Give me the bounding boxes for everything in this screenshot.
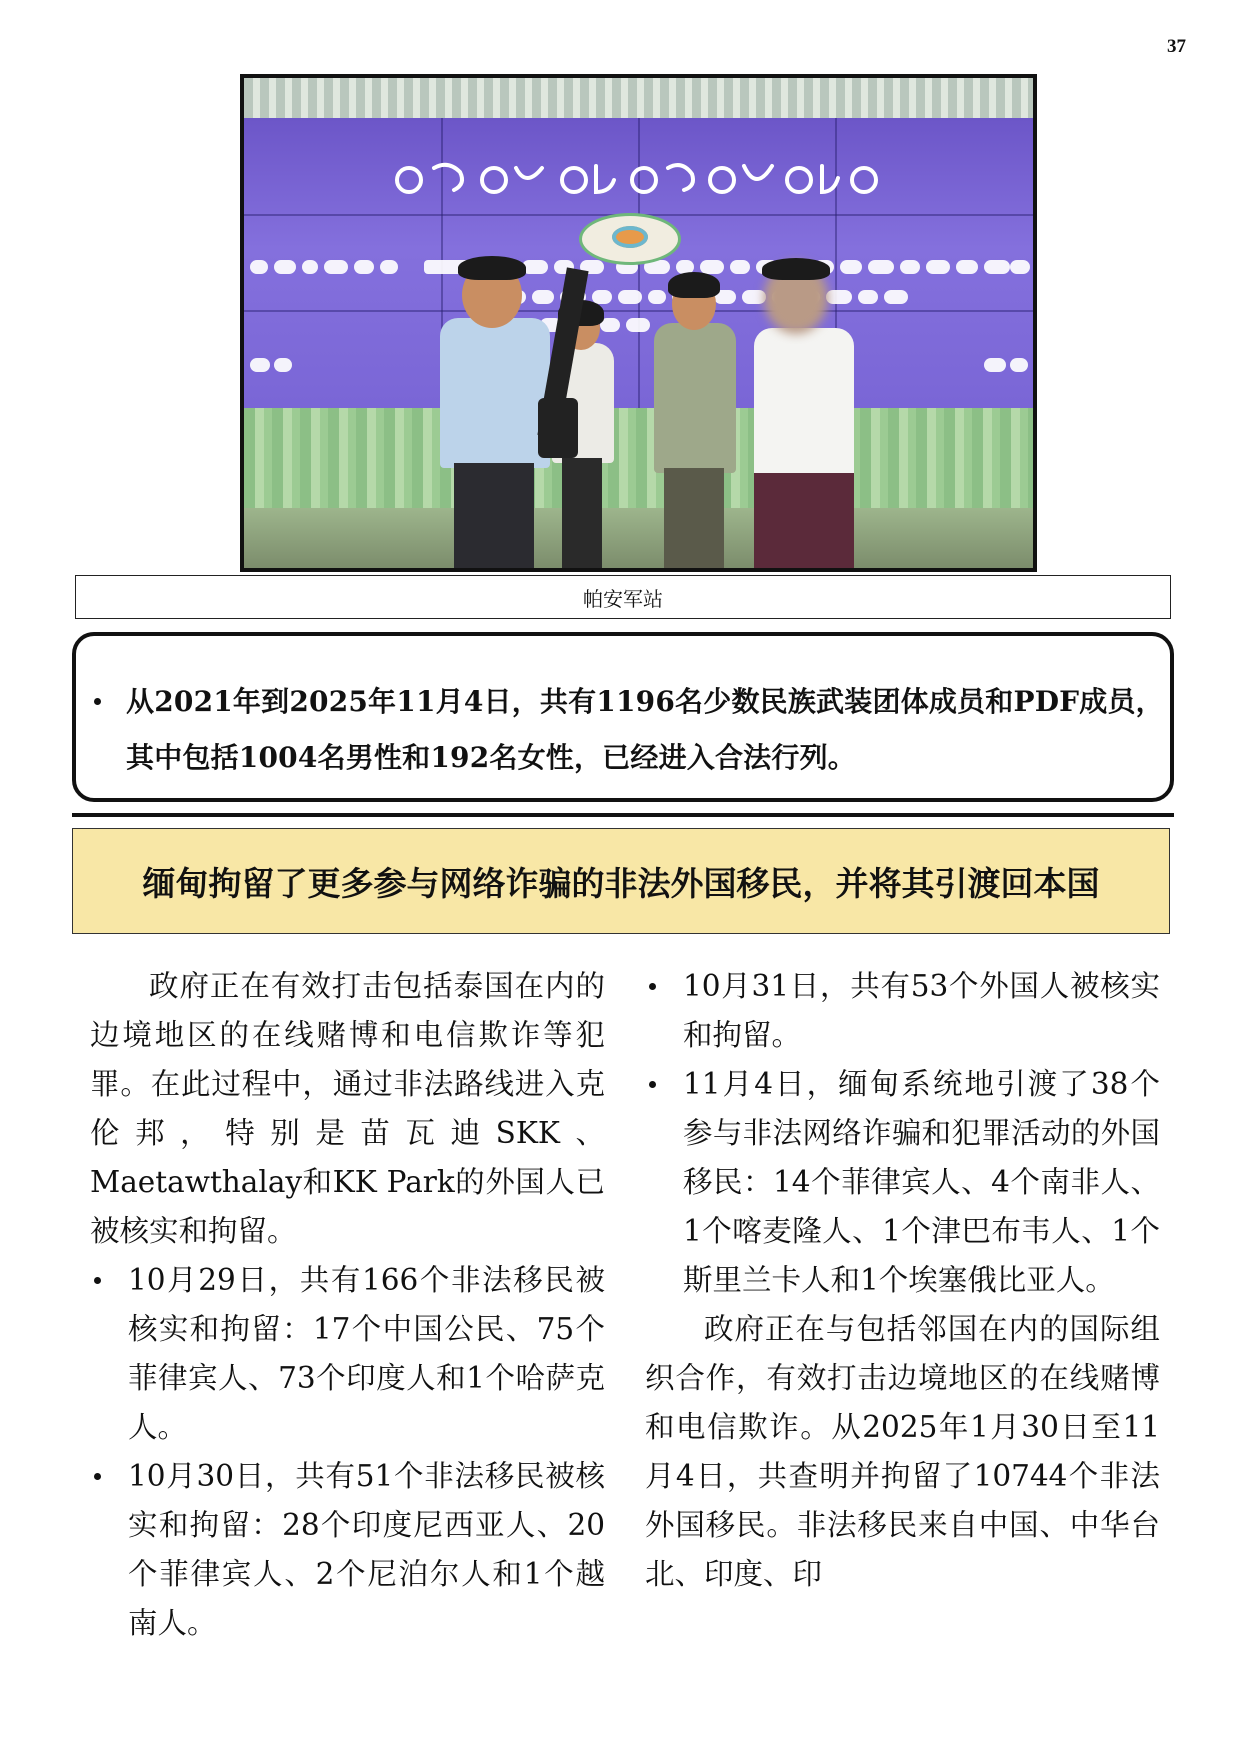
highlight-text: 从2021年到2025年11月4日，共有1196名少数民族武装团体成员和PDF成员，其中包括1004名男性和192名女性，已经进入合法行列。	[126, 685, 1164, 774]
photo-caption	[75, 575, 1171, 619]
left-intro-paragraph: 政府正在有效打击包括泰国在内的边境地区的在线赌博和电信欺诈等犯罪。在此过程中，通过非法路线进入克伦邦，特别是苗瓦迪SKK、Maetawthalay和KK Park的外国人已被核实和拘留。	[90, 969, 605, 1248]
headline-box	[72, 828, 1170, 934]
list-item-text: 10月30日，共有51个非法移民被核实和拘留：28个印度尼西亚人、20个菲律宾人、2个尼泊尔人和1个越南人。	[128, 1459, 605, 1640]
list-item	[90, 1452, 605, 1648]
bullet-dot	[94, 1473, 101, 1480]
bullet-dot	[649, 983, 656, 990]
list-item-text: 10月29日，共有166个非法移民被核实和拘留：17个中国公民、75个菲律宾人、73个印度人和1个哈萨克人。	[128, 1263, 605, 1444]
page-number: 37	[1167, 36, 1186, 57]
ceremony-photo	[240, 74, 1037, 572]
section-divider	[72, 813, 1174, 817]
curtain-top	[244, 78, 1033, 118]
list-item-text: 11月4日，缅甸系统地引渡了38个参与非法网络诈骗和犯罪活动的外国移民：14个菲律宾人、4个南非人、1个喀麦隆人、1个津巴布韦人、1个斯里兰卡人和1个埃塞俄比亚人。	[683, 1067, 1160, 1297]
floor	[244, 508, 1033, 568]
photo-caption-text: 帕安军站	[583, 586, 663, 611]
headline: 缅甸拘留了更多参与网络诈骗的非法外国移民，并将其引渡回本国	[142, 863, 1100, 903]
led-screen	[244, 118, 1033, 408]
right-closing-paragraph: 政府正在与包括邻国在内的国际组织合作，有效打击边境地区的在线赌博和电信欺诈。从2025年1月30日至11月4日，共查明并拘留了10744个非法外国移民。非法移民来自中国、中华台北、印度、印	[645, 1312, 1160, 1591]
bullet-dot	[94, 698, 101, 705]
bullet-dot	[649, 1081, 656, 1088]
list-item	[90, 1256, 605, 1452]
list-item-text: 10月31日，共有53个外国人被核实和拘留。	[683, 969, 1160, 1052]
list-item	[645, 962, 1160, 1060]
left-column	[90, 962, 605, 1648]
left-bullet-list	[90, 1256, 605, 1648]
list-item	[645, 1060, 1160, 1305]
highlight-box	[72, 632, 1174, 802]
bullet-dot	[94, 1277, 101, 1284]
right-column	[645, 962, 1160, 1599]
emblem-logo	[579, 213, 681, 265]
right-bullet-list	[645, 962, 1160, 1305]
